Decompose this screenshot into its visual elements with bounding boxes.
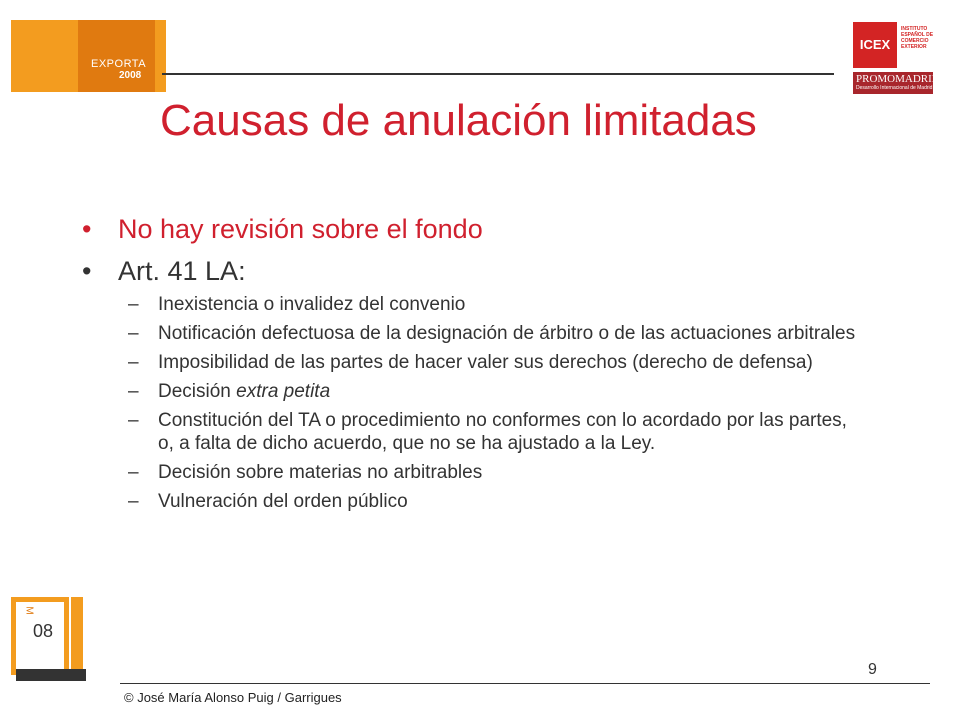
sub-bullet-marker: – bbox=[128, 462, 139, 483]
promomadrid-logo-name: PROMOMADRID bbox=[856, 73, 940, 85]
promomadrid-logo-tagline: Desarrollo Internacional de Madrid S.A. bbox=[856, 85, 944, 91]
sub-bullet-text: Constitución del TA o procedimiento no conformes con lo acordado por las partes, o, a falta de dicho acuerdo, que no se ha ajustado a la Ley. bbox=[158, 410, 847, 454]
bullet-item bbox=[82, 255, 882, 287]
sub-bullet-marker: – bbox=[128, 410, 139, 431]
icex-logo-tagline: INSTITUTO ESPAÑOL DE COMERCIO EXTERIOR bbox=[901, 26, 934, 50]
m08-logo-post bbox=[71, 597, 83, 679]
sub-bullet-item bbox=[128, 322, 858, 345]
icex-logo-mark: ICEX bbox=[853, 22, 897, 68]
exporta-logo-word: EXPORTA bbox=[91, 58, 147, 70]
sub-bullet-item bbox=[128, 351, 858, 374]
sub-bullet-text: Vulneración del orden público bbox=[158, 491, 408, 512]
bullet-list bbox=[82, 213, 882, 519]
sub-bullet-item bbox=[128, 409, 858, 455]
sub-bullet-item bbox=[128, 293, 858, 316]
m08-logo-mark: M bbox=[23, 606, 35, 615]
m08-logo bbox=[11, 597, 86, 682]
m08-logo-base bbox=[16, 669, 86, 681]
sub-bullet-list bbox=[128, 293, 858, 513]
header-divider bbox=[162, 73, 834, 75]
bullet-text: Art. 41 LA: bbox=[118, 256, 246, 286]
exporta-logo-year: 2008 bbox=[119, 70, 142, 81]
sub-bullet-text: Decisión sobre materias no arbitrables bbox=[158, 462, 483, 483]
sub-bullet-text-prefix: Decisión bbox=[158, 381, 237, 402]
bullet-marker: • bbox=[82, 256, 92, 286]
exporta-2008-logo bbox=[11, 20, 166, 92]
promomadrid-logo bbox=[853, 72, 944, 94]
bullet-text: No hay revisión sobre el fondo bbox=[118, 214, 483, 244]
footer-copyright: © José María Alonso Puig / Garrigues bbox=[124, 690, 342, 705]
sub-bullet-text: Imposibilidad de las partes de hacer valer sus derechos (derecho de defensa) bbox=[158, 352, 813, 373]
sub-bullet-item bbox=[128, 490, 858, 513]
page-number: 9 bbox=[868, 661, 877, 678]
sub-bullet-marker: – bbox=[128, 294, 139, 315]
footer-divider bbox=[120, 683, 930, 684]
icex-logo bbox=[853, 22, 935, 68]
sub-bullet-marker: – bbox=[128, 352, 139, 373]
slide-title: Causas de anulación limitadas bbox=[160, 96, 757, 145]
sub-bullet-item bbox=[128, 380, 858, 403]
sub-bullet-marker: – bbox=[128, 323, 139, 344]
sub-bullet-text: Notificación defectuosa de la designación de árbitro o de las actuaciones arbitrales bbox=[158, 323, 856, 344]
sub-bullet-text: Inexistencia o invalidez del convenio bbox=[158, 294, 466, 315]
bullet-item bbox=[82, 213, 882, 245]
sub-bullet-marker: – bbox=[128, 381, 139, 402]
m08-logo-number: 08 bbox=[33, 621, 54, 641]
sub-bullet-text-italic: extra petita bbox=[236, 381, 331, 402]
bullet-marker: • bbox=[82, 214, 92, 244]
sub-bullet-marker: – bbox=[128, 491, 139, 512]
sub-bullet-item bbox=[128, 461, 858, 484]
exporta-logo-dark-block bbox=[78, 20, 155, 92]
